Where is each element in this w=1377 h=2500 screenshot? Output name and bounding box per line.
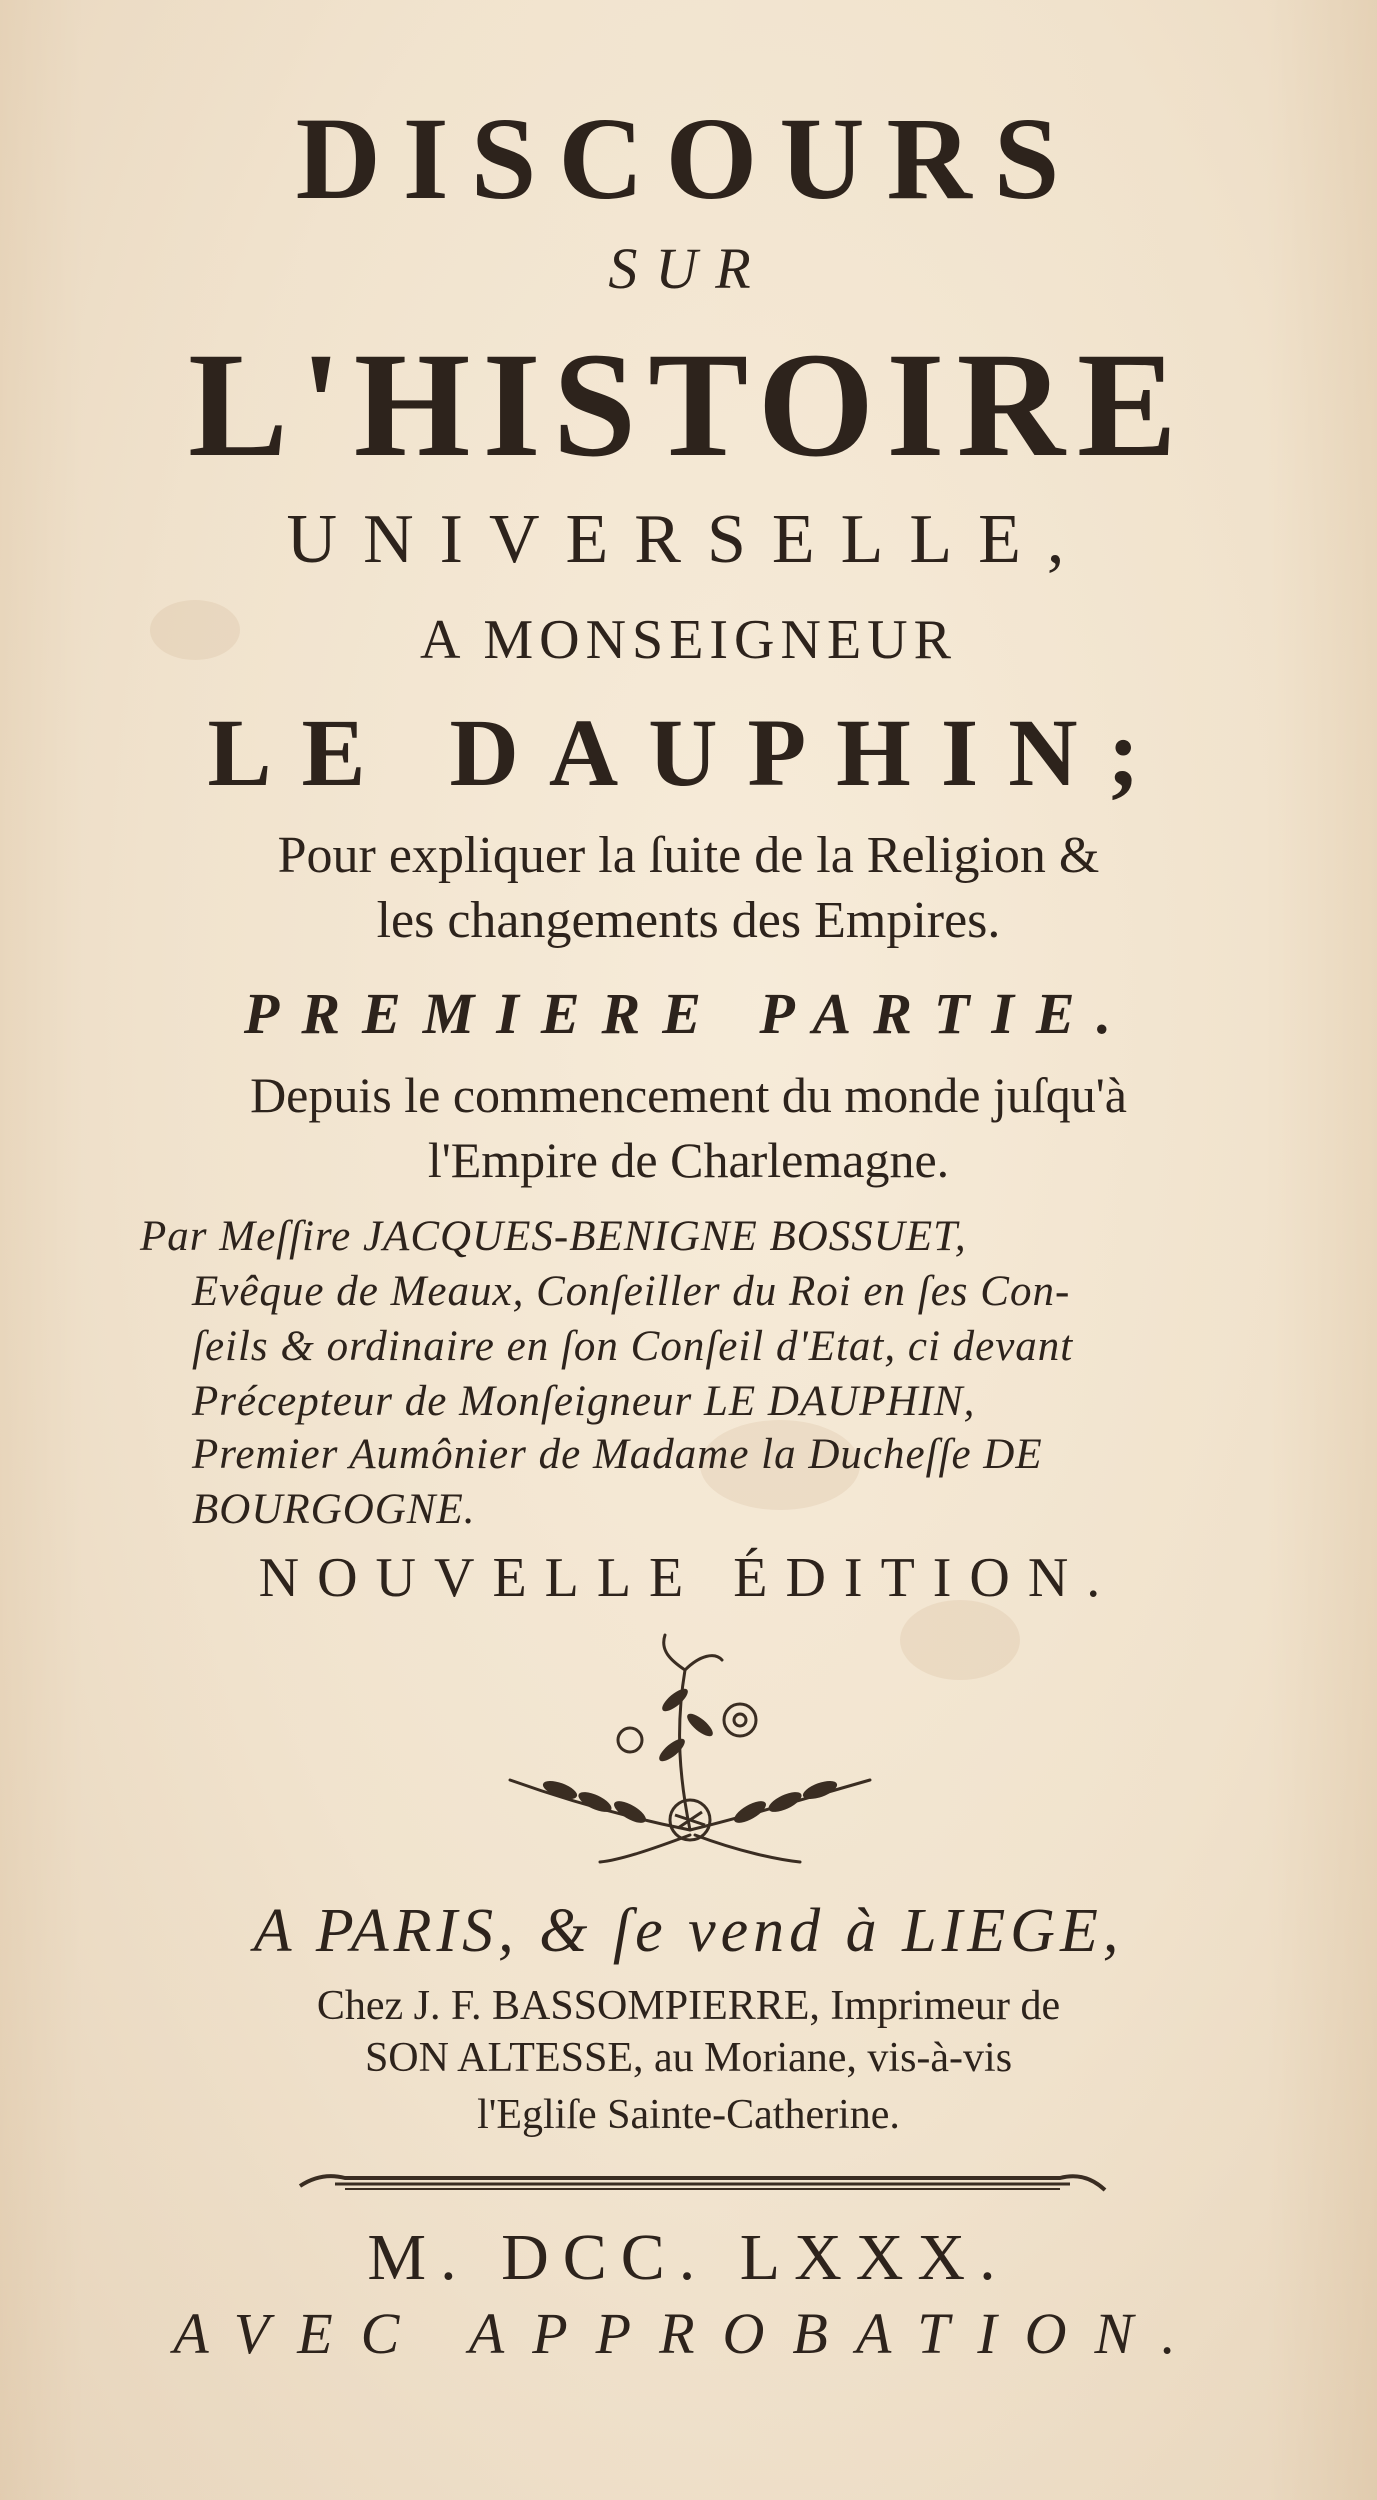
dedication-line-1: A MONSEIGNEUR (420, 609, 957, 671)
dedication-line-2: LE DAUPHIN; (207, 699, 1170, 806)
approbation-line: AVEC APPROBATION. (173, 2301, 1204, 2366)
publication-year: M. DCC. LXXX. (367, 2221, 1010, 2294)
author-line: Premier Aumônier de Madame la Ducheſſe DE (192, 1431, 1043, 1478)
scope-line-2: l'Empire de Charlemagne. (427, 1132, 950, 1188)
author-line: ſeils & ordinaire en ſon Conſeil d'Etat, ci devant (192, 1323, 1074, 1370)
imprint-place: A PARIS, & ſe vend à LIEGE, (253, 1897, 1124, 1965)
purpose-line-2: les changements des Empires. (376, 892, 1001, 949)
author-line: BOURGOGNE. (192, 1486, 476, 1533)
edition-line: NOUVELLE ÉDITION. (258, 1547, 1119, 1609)
author-line: Par Meſſire JACQUES-BENIGNE BOSSUET, (140, 1213, 967, 1260)
purpose-line-1: Pour expliquer la ſuite de la Religion & (277, 827, 1100, 884)
title-line-histoire: L'HISTOIRE (188, 322, 1189, 488)
scope-line-1: Depuis le commencement du monde juſqu'à (250, 1067, 1127, 1123)
imprint-address-2: l'Egliſe Sainte-Catherine. (477, 2092, 900, 2138)
floral-ornament-icon (500, 1630, 880, 1870)
author-line: Evêque de Meaux, Conſeiller du Roi en ſes Con- (192, 1268, 1071, 1315)
author-line: Précepteur de Monſeigneur LE DAUPHIN, (192, 1378, 976, 1425)
imprint-printer: Chez J. F. BASSOMPIERRE, Imprimeur de (316, 1983, 1061, 2029)
title-line-sur: SUR (608, 236, 769, 301)
title-line-discours: DISCOURS (295, 93, 1082, 224)
imprint-address-1: SON ALTESSE, au Moriane, vis-à-vis (364, 2035, 1013, 2081)
title-line-universelle: UNIVERSELLE, (286, 501, 1091, 578)
foxing-spot (900, 1600, 1020, 1680)
part-heading: PREMIERE PARTIE. (243, 981, 1134, 1046)
decorative-rule (295, 2168, 1110, 2198)
